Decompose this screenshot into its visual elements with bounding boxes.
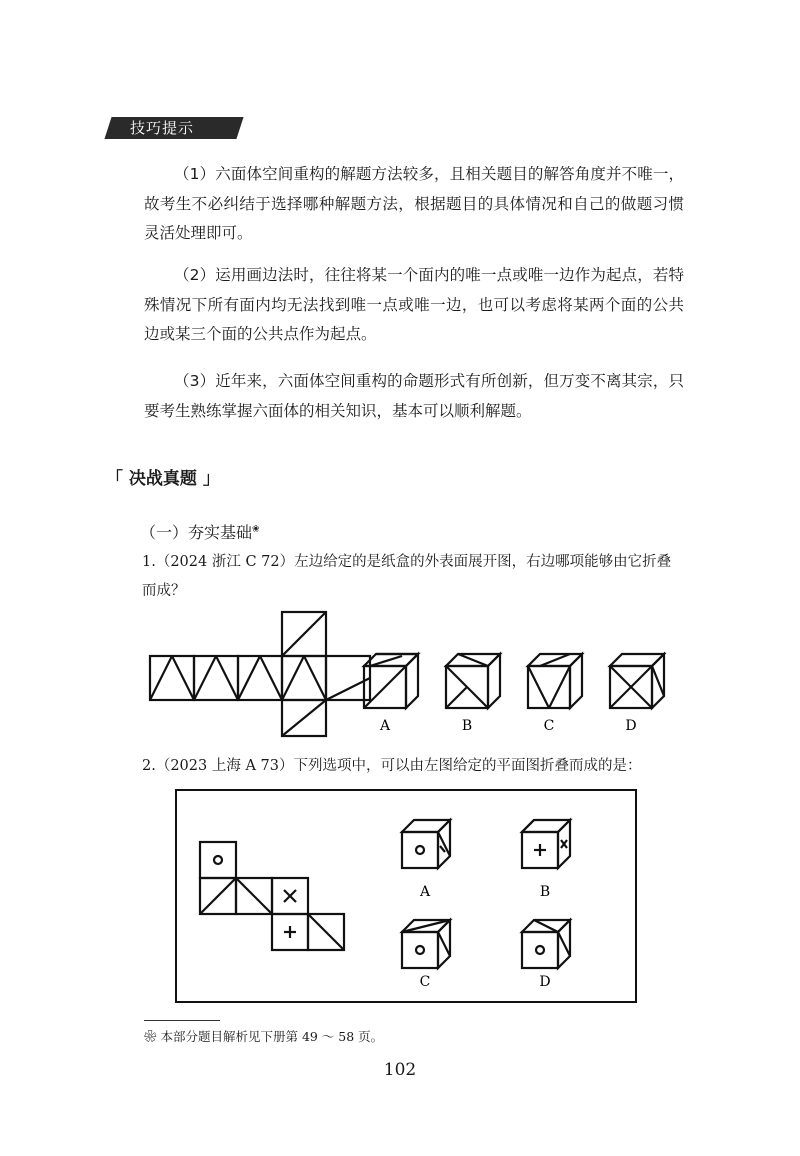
q2-option-b-label: B bbox=[539, 884, 551, 900]
q1-option-c-label: C bbox=[543, 718, 555, 734]
q2-option-a-cube bbox=[402, 820, 450, 868]
question-2-figure bbox=[170, 786, 642, 1006]
q1-net bbox=[150, 612, 370, 736]
q1-option-b-label: B bbox=[461, 718, 473, 734]
tip-paragraph-1: （1）六面体空间重构的解题方法较多，且相关题目的解答角度并不唯一，故考生不必纠结于选择哪种解题方法，根据题目的具体情况和自己的做题习惯灵活处理即可。 bbox=[144, 165, 684, 242]
q2-option-c-cube bbox=[402, 920, 450, 968]
tips-badge bbox=[104, 117, 243, 139]
q1-option-b-cube bbox=[446, 654, 500, 708]
q2-option-a-label: A bbox=[419, 884, 431, 900]
q2-option-d-cube bbox=[522, 920, 570, 968]
q1-option-c-cube bbox=[528, 654, 582, 708]
q1-option-a-cube bbox=[364, 654, 418, 708]
tip-paragraph-3: （3）近年来，六面体空间重构的命题形式有所创新，但万变不离其宗，只要考生熟练掌握六面体的相关知识，基本可以顺利解题。 bbox=[144, 372, 684, 420]
question-1-figure bbox=[140, 608, 680, 740]
question-2-text: 2.（2023 上海 A 73）下列选项中，可以由左图给定的平面图折叠而成的是： bbox=[142, 758, 642, 774]
q2-option-d-label: D bbox=[539, 974, 551, 990]
question-1-text: 1.（2024 浙江 C 72）左边给定的是纸盒的外表面展开图，右边哪项能够由它折叠而成？ bbox=[142, 554, 672, 599]
q2-net bbox=[200, 842, 344, 950]
footnote-mark: ❀ bbox=[252, 524, 260, 535]
footnote-divider bbox=[144, 1020, 220, 1021]
q1-option-d-label: D bbox=[625, 718, 637, 734]
page-number: 102 bbox=[383, 1060, 417, 1080]
subsection-title-text: （一）夯实基础 bbox=[140, 523, 253, 542]
q2-option-b-cube bbox=[522, 820, 570, 868]
q1-option-d-cube bbox=[610, 654, 664, 708]
tip-paragraph-2: （2）运用画边法时，往往将某一个面内的唯一点或唯一边作为起点，若特殊情况下所有面内均无法找到唯一点或唯一边，也可以考虑将某两个面的公共边或某三个面的公共点作为起点。 bbox=[144, 266, 684, 343]
q1-option-a-label: A bbox=[379, 718, 391, 734]
tips-badge-label: 技巧提示 bbox=[130, 119, 195, 137]
q2-option-c-label: C bbox=[419, 974, 431, 990]
subsection-title bbox=[140, 520, 260, 543]
section-heading: 「 决战真题 」 bbox=[106, 469, 220, 489]
footnote: ❀ 本部分题目解析见下册第 49 ～ 58 页。 bbox=[144, 1029, 384, 1044]
